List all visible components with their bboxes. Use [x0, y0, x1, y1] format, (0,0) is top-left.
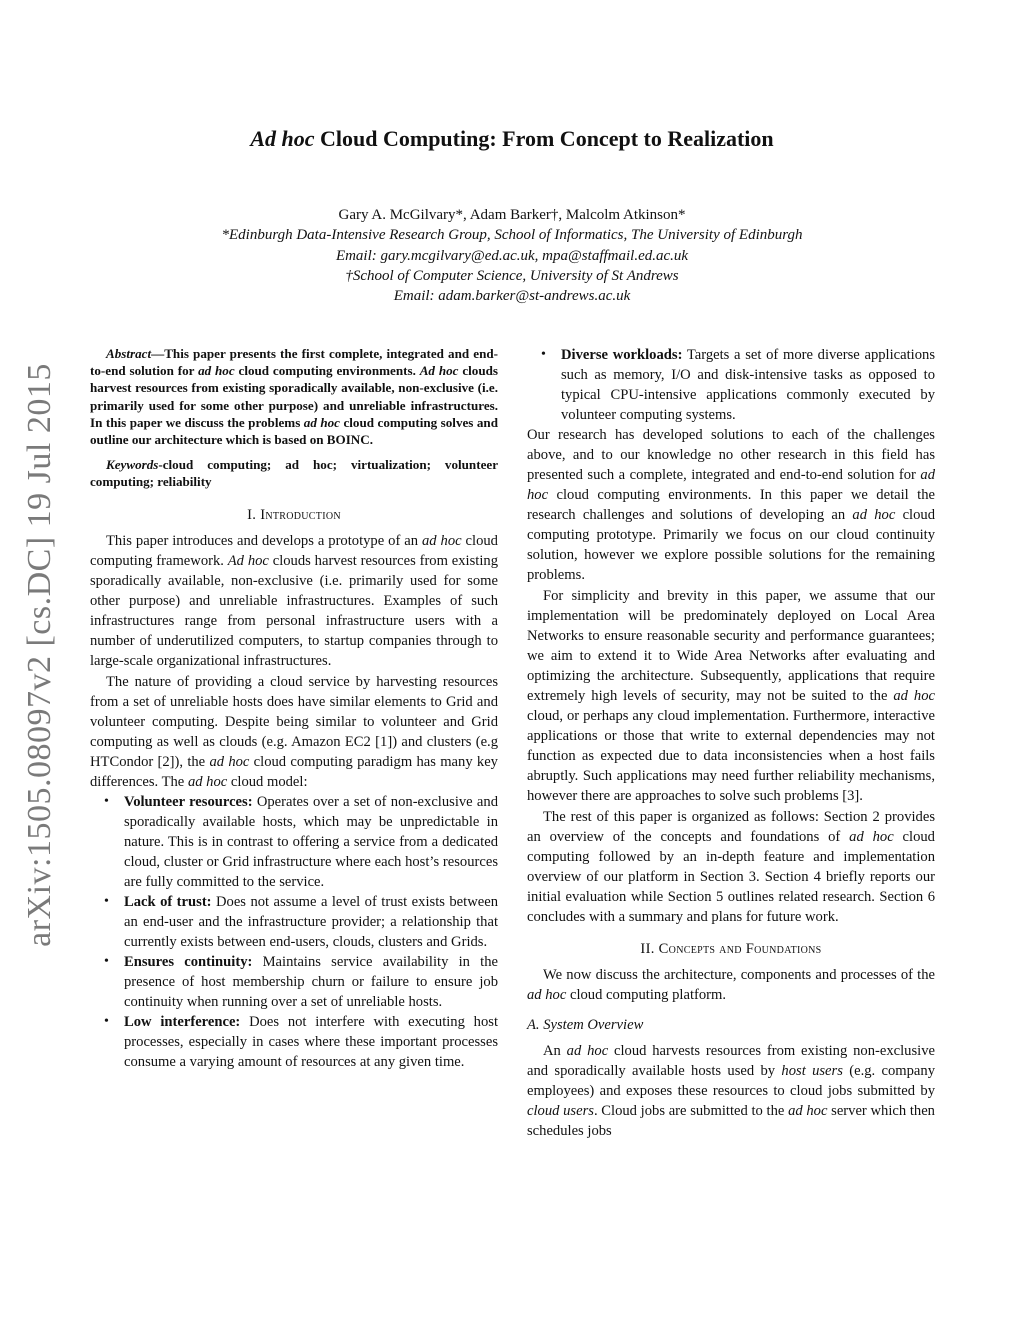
abstract-label: Abstract: [106, 346, 152, 361]
bullet-item: [90, 892, 498, 952]
abstract-text: ad hoc: [198, 363, 235, 379]
text: ad hoc: [852, 507, 896, 523]
text: Our research has developed solutions to each of the challenges above, and to our knowledge no other research in this field has presented such a complete, integrated and end-to-end solution for: [527, 427, 935, 483]
author-names: Gary A. McGilvary*, Adam Barker†, Malcolm Atkinson*: [338, 207, 686, 223]
text: ad hoc: [849, 829, 894, 845]
text: ad hoc: [209, 753, 250, 770]
overview-paragraph: [527, 1041, 935, 1141]
bullet-head: Diverse workloads:: [561, 347, 683, 363]
keywords-text: -cloud computing; ad hoc; virtualization; volunteer computing; reliability: [90, 457, 498, 490]
abstract-text: clouds harvest resources from existing sporadically available, non-exclusive (i.e. primarily used for some other purpose) and unreliable infrastructures. In this paper we discuss the problems: [90, 363, 498, 430]
text: ad hoc: [421, 532, 462, 549]
right-column: [527, 345, 935, 1141]
title-rest: Cloud Computing: From Concept to Realization: [314, 126, 774, 151]
email-1: Email: gary.mcgilvary@ed.ac.uk, mpa@staffmail.ed.ac.uk: [335, 247, 689, 264]
bullet-head: Lack of trust:: [124, 893, 212, 910]
arxiv-id: arXiv:1505.08097v2 [cs.DC] 19 Jul 2015: [21, 363, 58, 947]
bullet-item: [90, 952, 498, 1012]
section-name: Introduction: [260, 506, 341, 523]
text: clouds harvest resources from existing sporadically available, non-exclusive (i.e. primarily used for some other purpose) and unreliable infrastructures. Examples of such infrastructures range from personal infrastructure users with a number of underutilized computers, to startup companies through to large-scale organizational infrastructures.: [90, 552, 498, 669]
text: (e.g. company employees) and exposes these resources to cloud jobs submitted by: [527, 1063, 935, 1099]
bullet-head: Volunteer resources:: [124, 793, 253, 810]
paper-title: [0, 126, 1024, 152]
abstract-text: cloud computing environments.: [234, 363, 420, 379]
model-bullet-list: [90, 792, 498, 1072]
intro-paragraph-1: [90, 531, 498, 671]
text: ad hoc: [893, 688, 935, 704]
text: ad hoc: [788, 1103, 828, 1119]
text: This paper introduces and develops a prototype of an: [106, 532, 422, 549]
section-number: I.: [247, 506, 261, 523]
section-heading-concepts: [527, 939, 935, 959]
affiliation-2: †School of Computer Science, University of St Andrews: [345, 267, 679, 284]
text: server which then schedules jobs: [527, 1103, 935, 1139]
text: cloud computing paradigm has many key differences. The: [90, 753, 498, 790]
keywords-label: Keywords: [106, 457, 159, 473]
concepts-paragraph: [527, 965, 935, 1005]
text: cloud computing prototype. Primarily we focus on our cloud continuity solution, however we explore possible solutions for the remaining problems.: [527, 507, 935, 583]
text: . Cloud jobs are submitted to the: [593, 1103, 789, 1119]
text: We now discuss the architecture, components and processes of the: [543, 967, 935, 983]
left-column: [90, 345, 498, 1072]
model-bullet-list-continued: [527, 345, 935, 425]
intro-paragraph-2: [90, 672, 498, 792]
bullet-text: Maintains service availability in the presence of host membership churn or failure to ensure job continuity when running over a set of unreliable hosts.: [124, 953, 499, 1010]
affiliation-1: *Edinburgh Data-Intensive Research Group, School of Informatics, The University of Edinburgh: [221, 227, 803, 244]
text: cloud computing followed by an in-depth feature and implementation overview of our platform in Section 3. Section 4 briefly reports our initial evaluation while Section 5 outlines related research. Section 6 concludes with a summary and plans for future work.: [527, 829, 935, 925]
title-italic: Ad hoc: [250, 126, 315, 151]
research-paragraph: [527, 425, 935, 585]
bullet-text: Does not interfere with executing host processes, especially in cases where these important processes consume a varying amount of resources at any given time.: [124, 1013, 498, 1070]
text: cloud computing environments. In this paper we detail the research challenges and solutions of developing an: [527, 487, 935, 523]
text: host users: [781, 1063, 843, 1079]
text: Ad hoc: [227, 552, 269, 569]
bullet-text: Does not assume a level of trust exists between an end-user and the infrastructure provider; a relationship that currently exists between end-users, clouds, clusters and Grids.: [124, 893, 498, 950]
text: An: [543, 1043, 567, 1059]
text: ad hoc: [187, 773, 228, 790]
abstract-text: ad hoc: [303, 414, 340, 430]
abstract-text: —This paper presents the first complete, integrated and end-to-end solution for: [90, 346, 498, 379]
text: cloud computing framework.: [90, 532, 498, 569]
author-block: [0, 205, 1024, 306]
text: cloud model:: [227, 773, 308, 790]
keywords: [90, 456, 498, 490]
bullet-item: [90, 1012, 498, 1072]
email-2: Email: adam.barker@st-andrews.ac.uk: [393, 288, 631, 305]
text: ad hoc: [527, 467, 935, 503]
section-heading-introduction: [90, 505, 498, 525]
section-number: II.: [640, 941, 659, 957]
arxiv-stamp: [0, 365, 80, 945]
text: cloud users: [527, 1103, 594, 1119]
bullet-item: [90, 792, 498, 892]
subsection-heading-system-overview: A. System Overview: [527, 1017, 644, 1033]
text: The nature of providing a cloud service by harvesting resources from a set of unreliable hosts does have similar elements to Grid and volunteer computing. Despite being similar to volunteer and Grid computing as well as clouds (e.g. Amazon EC2 [1]) and clusters (e.g HTCondor [2]), the: [90, 673, 498, 770]
abstract-text: Ad hoc: [419, 363, 459, 379]
abstract: [90, 345, 498, 448]
text: For simplicity and brevity in this paper, we assume that our implementation will be predominately deployed on Local Area Networks to ensure reasonable security and performance guarantees; we aim to extend it to Wide Area Networks after evaluating and optimizing the architecture. Subsequently, applications that require extremely high levels of security, may not be suited to the: [527, 588, 935, 704]
bullet-head: Ensures continuity:: [124, 953, 253, 970]
text: ad hoc: [566, 1043, 609, 1059]
organization-paragraph: [527, 807, 935, 927]
text: cloud, or perhaps any cloud implementation. Furthermore, interactive applications or those that write to external dependencies may not function as expected due to data inconsistencies when a host fails abruptly. Such applications may need further reliability mechanisms, however there are approaches to solve such problems [3].: [527, 708, 935, 804]
text: The rest of this paper is organized as follows: Section 2 provides an overview of the concepts and foundations of: [527, 809, 935, 845]
bullet-text: Operates over a set of non-exclusive and sporadically available hosts, which may be unpredictable in nature. This is in contrast to offering a service from a dedicated cloud, cluster or Grid infrastructure where each host’s resources are fully committed to the service.: [124, 793, 498, 890]
text: ad hoc: [527, 987, 567, 1003]
bullet-item: [527, 345, 935, 425]
abstract-text: cloud computing solves and outline our architecture which is based on BOINC.: [90, 414, 498, 448]
scope-paragraph: [527, 586, 935, 806]
bullet-head: Low interference:: [124, 1013, 241, 1030]
text: cloud harvests resources from existing non-exclusive and sporadically available hosts used by: [527, 1043, 935, 1079]
bullet-text: Targets a set of more diverse applications such as memory, I/O and disk-intensive tasks as opposed to typical CPU-intensive applications commonly executed by volunteer computing systems.: [561, 347, 935, 423]
section-name: Concepts and Foundations: [658, 941, 822, 957]
text: cloud computing platform.: [566, 987, 727, 1003]
